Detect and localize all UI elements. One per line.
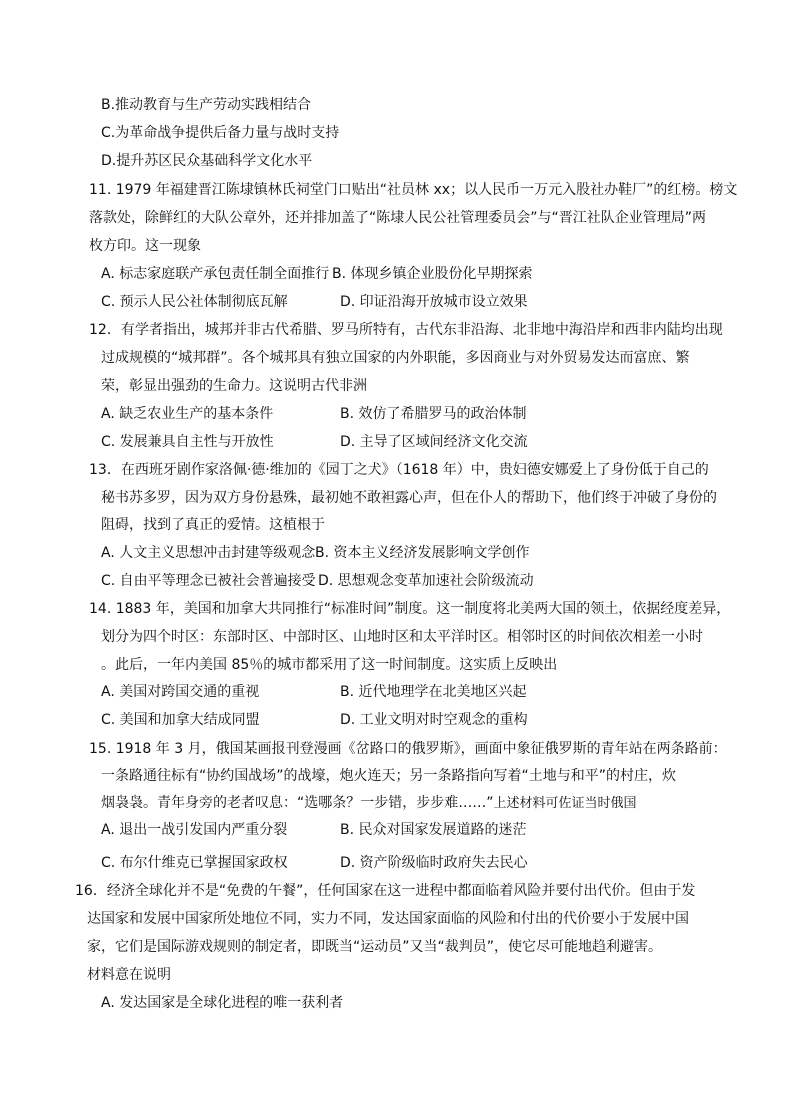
question-text: 阻碍，找到了真正的爱情。这植根于 <box>101 517 325 533</box>
question-text: 材料意在说明 <box>87 967 171 983</box>
option-a: A. 美国对跨国交通的重视 <box>101 684 260 700</box>
question-text: 划分为四个时区：东部时区、中部时区、山地时区和太平洋时区。相邻时区的时间依次相差一小时 <box>101 629 703 645</box>
option-d: D. 思想观念变革加速社会阶级流动 <box>318 573 534 589</box>
question-text: 16．经济全球化并不是“免费的午餐”，任何国家在这一进程中都面临着风险并要付出代价。但由于发 <box>75 883 696 899</box>
option-b: B. 体现乡镇企业股份化早期探索 <box>332 266 533 282</box>
option-b: B.推动教育与生产劳动实践相结合 <box>101 97 312 113</box>
option-c: C. 布尔什维克已掌握国家政权 <box>101 855 288 871</box>
option-a: A. 人文主义思想冲击封建等级观念 <box>101 545 316 561</box>
question-text: 家，它们是国际游戏规则的制定者，即既当“运动员”又当“裁判员”，使它尽可能地趋利避害。 <box>87 939 663 955</box>
option-d: D. 资产阶级临时政府失去民心 <box>340 855 528 871</box>
option-c: C. 预示人民公社体制彻底瓦解 <box>101 294 288 310</box>
question-text: 14. 1883 年，美国和加拿大共同推行“标准时间”制度。这一制度将北美两大国的领土，依据经度差异， <box>89 601 731 617</box>
option-a: A. 退出一战引发国内严重分裂 <box>101 822 288 838</box>
option-c: C. 发展兼具自主性与开放性 <box>101 434 274 450</box>
option-d: D. 主导了区域间经济文化交流 <box>340 434 528 450</box>
question-text: 11. 1979 年福建晋江陈埭镇林氏祠堂门口贴出“社员林 xx；以人民币一万元入股社办鞋厂”的红榜。榜文 <box>89 182 738 198</box>
question-text: 13．在西班牙剧作家洛佩·德·维加的《园丁之犬》（1618 年）中，贵妇德安娜爱上了身份低于自己的 <box>89 462 709 478</box>
option-b: B. 资本主义经济发展影响文学创作 <box>315 545 530 561</box>
option-c: C.为革命战争提供后备力量与战时支持 <box>101 125 340 141</box>
question-text: 12．有学者指出，城邦并非古代希腊、罗马所特有，古代东非沿海、北非地中海沿岸和西非内陆均出现 <box>89 322 723 338</box>
option-b: B. 近代地理学在北美地区兴起 <box>340 684 527 700</box>
option-b: B. 民众对国家发展道路的迷茫 <box>340 822 527 838</box>
option-b: B. 效仿了希腊罗马的政治体制 <box>340 406 527 422</box>
question-text-main: 烟袅袅。青年身旁的老者叹息：“选哪条？一步错，步步难……” <box>101 795 494 811</box>
option-c: C. 美国和加拿大结成同盟 <box>101 712 260 728</box>
question-text: 落款处，除鲜红的大队公章外，还并排加盖了“陈埭人民公社管理委员会”与“晋江社队企业管理局”两 <box>89 210 707 226</box>
question-text: 一条路通往标有“协约国战场”的战壕，炮火连天；另一条路指向写着“土地与和平”的村庄，炊 <box>101 768 677 784</box>
question-text: 过成规模的“城邦群”。各个城邦具有独立国家的内外职能，多因商业与对外贸易发达而富庶、繁 <box>101 350 690 366</box>
option-a: A. 发达国家是全球化进程的唯一获利者 <box>101 995 344 1011</box>
question-text: 荣，彰显出强劲的生命力。这说明古代非洲 <box>101 378 367 394</box>
option-a: A. 缺乏农业生产的基本条件 <box>101 406 274 422</box>
question-text: 15. 1918 年 3 月，俄国某画报刊登漫画《岔路口的俄罗斯》，画面中象征俄罗斯的青年站在两条路前： <box>89 741 727 757</box>
option-c: C. 自由平等理念已被社会普遍接受 <box>101 573 316 589</box>
question-text: 达国家和发展中国家所处地位不同，实力不同，发达国家面临的风险和付出的代价要小于发展中国 <box>87 911 689 927</box>
option-d: D. 印证沿海开放城市设立效果 <box>340 294 528 310</box>
question-text: 。此后，一年内美国 85％的城市都采用了这一时间制度。这实质上反映出 <box>101 657 558 673</box>
question-text: 枚方印。这一现象 <box>89 238 201 254</box>
question-text: 秘书苏多罗，因为双方身份悬殊，最初她不敢袒露心声，但在仆人的帮助下，他们终于冲破了身份的 <box>101 490 717 506</box>
option-d: D.提升苏区民众基础科学文化水平 <box>101 153 313 169</box>
question-text-tail: 上述材料可佐证当时俄国 <box>493 796 637 811</box>
question-text <box>101 793 637 814</box>
option-a: A. 标志家庭联产承包责任制全面推行 <box>101 266 330 282</box>
option-d: D. 工业文明对时空观念的重构 <box>340 712 528 728</box>
